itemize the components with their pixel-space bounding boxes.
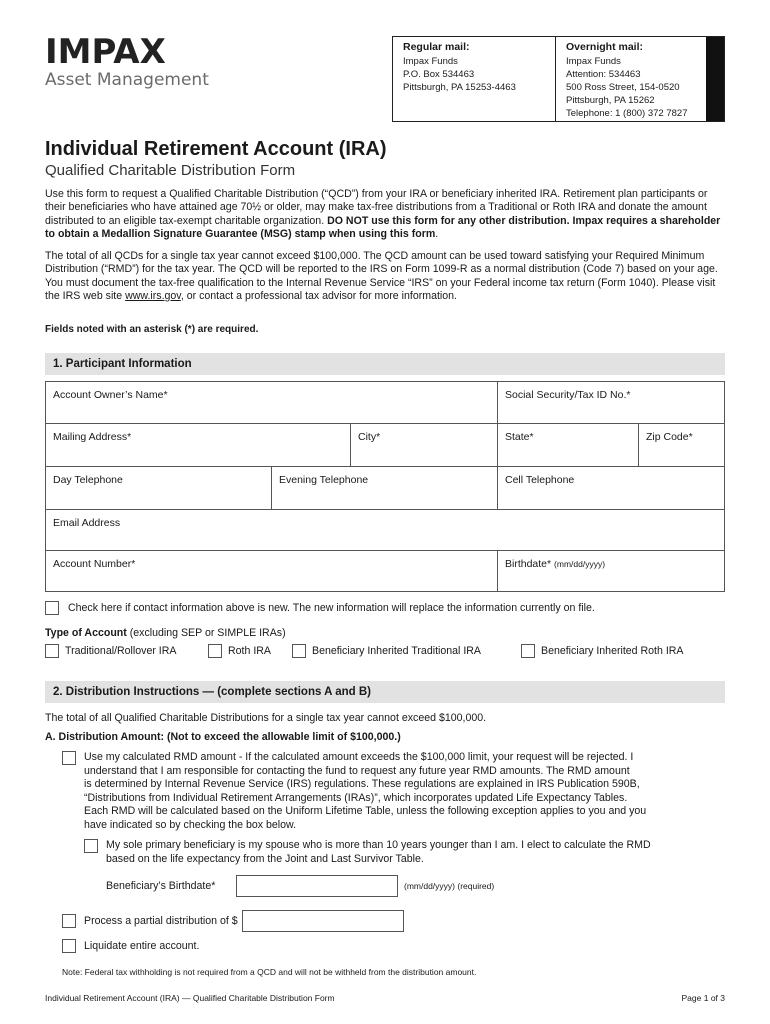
address-line: Pittsburgh, PA 15253-4463	[403, 82, 516, 93]
participant-info-grid	[45, 381, 725, 592]
field-label: State*	[505, 431, 534, 443]
date-format-hint: (mm/dd/yyyy)	[554, 559, 606, 569]
beneficiary-birthdate-input[interactable]	[236, 875, 398, 897]
partial-amount-input[interactable]	[242, 910, 404, 932]
partial-distribution-row	[62, 910, 404, 932]
overnight-mail-address	[556, 37, 724, 121]
account-type-option[interactable]	[208, 644, 271, 658]
option-label: Roth IRA	[228, 645, 271, 657]
address-line: Attention: 534463	[566, 69, 641, 80]
field-label: Day Telephone	[53, 474, 123, 486]
grid-row	[46, 551, 724, 592]
option-label: Traditional/Rollover IRA	[65, 645, 177, 657]
section-1-header: 1. Participant Information	[45, 353, 725, 375]
ssn-field[interactable]	[498, 382, 724, 423]
regular-mail-address	[393, 37, 556, 121]
address-line: Impax Funds	[566, 56, 621, 67]
account-type-heading	[45, 626, 286, 640]
address-line: Impax Funds	[403, 56, 458, 67]
date-format-hint: (mm/dd/yyyy) (required)	[404, 881, 495, 891]
form-subtitle: Qualified Charitable Distribution Form	[45, 162, 296, 179]
owner-name-field[interactable]	[46, 382, 498, 423]
distribution-amount-heading: A. Distribution Amount: (Not to exceed the allowable limit of $100,000.)	[45, 731, 401, 743]
field-label: Account Number*	[53, 558, 136, 570]
field-label: Mailing Address*	[53, 431, 132, 443]
account-type-note: (excluding SEP or SIMPLE IRAs)	[129, 627, 286, 639]
overnight-mail-heading: Overnight mail:	[566, 41, 644, 53]
account-number-field[interactable]	[46, 551, 498, 592]
text-line: is determined by Internal Revenue Service (IRS) regulations. These regulations are explained in IRS Publication 590B,	[84, 778, 640, 791]
text-line: Each RMD will be calculated based on the Uniform Lifetime Table, unless the following exception applies to you and you	[84, 805, 647, 818]
limit-text-end: , or contact a professional tax advisor for more information.	[180, 289, 457, 302]
grid-row	[46, 382, 724, 424]
field-label: Account Owner’s Name*	[53, 389, 168, 401]
footer-form-name: Individual Retirement Account (IRA) — Qualified Charitable Distribution Form	[45, 993, 335, 1003]
address-line: Telephone: 1 (800) 372 7827	[566, 108, 688, 119]
partial-distribution-label: Process a partial distribution of $	[84, 915, 238, 927]
withholding-note: Note: Federal tax withholding is not required from a QCD and will not be withheld from the distribution amount.	[62, 967, 477, 977]
page-number: Page 1 of 3	[681, 993, 725, 1003]
text-line: based on the life expectancy from the Joint and Last Survivor Table.	[106, 852, 424, 865]
field-label: Social Security/Tax ID No.*	[505, 389, 631, 401]
intro-end: .	[435, 227, 439, 240]
beneficiary-birthdate-row	[106, 875, 494, 897]
regular-mail-heading: Regular mail:	[403, 41, 470, 53]
address-line: P.O. Box 534463	[403, 69, 475, 80]
intro-text: Use this form to request a Qualified Charitable Distribution (“QCD”) from your IRA or beneficiary inherited IRA. Retirement plan participants or their beneficiaries who have attained age 70½ or older, may make tax-free distributions from a Traditional or Roth IRA and donate the amount distributed to an eligible tax-exempt charitable organization.	[45, 188, 708, 227]
email-field[interactable]	[46, 510, 724, 550]
checkbox[interactable]	[45, 644, 59, 658]
rmd-checkbox[interactable]	[62, 751, 76, 765]
intro-paragraph	[45, 188, 725, 241]
address-line: 500 Ross Street, 154-0520	[566, 82, 680, 93]
partial-distribution-checkbox[interactable]	[62, 914, 76, 928]
spouse-exception-checkbox[interactable]	[84, 839, 98, 853]
required-note: Fields noted with an asterisk (*) are required.	[45, 324, 259, 335]
field-label: Email Address	[53, 517, 121, 529]
text-line: Use my calculated RMD amount - If the calculated amount exceeds the $100,000 limit, your request will be rejected. I	[84, 751, 634, 763]
checkbox[interactable]	[208, 644, 222, 658]
irs-link[interactable]: www.irs.gov	[125, 289, 181, 302]
limit-text: The total of all QCDs for a single tax year cannot exceed $100,000. The QCD amount can be used toward satisfying your Required Minimum Distribution (“RMD”) for the tax year. The QCD will be reported to the IRS on Form 1099-R as a normal distribution (Code 7) based on your age. You must document the tax-free qualification to the Internal Revenue Service “IRS” on your Federal income tax return (Form 1040). Please visit the IRS web site	[45, 250, 718, 302]
new-info-row	[45, 601, 595, 615]
spouse-exception-text	[106, 839, 726, 866]
cell-phone-field[interactable]	[498, 467, 724, 509]
liquidate-checkbox[interactable]	[62, 939, 76, 953]
checkbox[interactable]	[521, 644, 535, 658]
account-type-option[interactable]	[45, 644, 176, 658]
logo-tagline: Asset Management	[45, 70, 209, 90]
account-type-option[interactable]	[292, 644, 481, 658]
evening-phone-field[interactable]	[272, 467, 498, 509]
account-type-label: Type of Account	[45, 627, 127, 639]
account-type-option[interactable]	[521, 644, 684, 658]
field-label: Zip Code*	[646, 431, 693, 443]
mailing-address-field[interactable]	[46, 424, 351, 466]
option-label: Beneficiary Inherited Roth IRA	[541, 645, 684, 657]
company-logo	[45, 32, 209, 90]
section-2-header: 2. Distribution Instructions — (complete sections A and B)	[45, 681, 725, 703]
zip-field[interactable]	[639, 424, 724, 466]
liquidate-label: Liquidate entire account.	[84, 940, 200, 952]
logo-wordmark: IMPAX	[45, 32, 166, 72]
grid-row	[46, 424, 724, 467]
liquidate-row	[62, 939, 199, 953]
text-line: have indicated so by checking the box below.	[84, 818, 297, 831]
new-info-label: Check here if contact information above is new. The new information will replace the information currently on file.	[68, 602, 595, 614]
grid-row	[46, 467, 724, 510]
city-field[interactable]	[351, 424, 498, 466]
distribution-limit-text: The total of all Qualified Charitable Distributions for a single tax year cannot exceed $100,000.	[45, 712, 487, 724]
field-label: Cell Telephone	[505, 474, 575, 486]
birthdate-field[interactable]	[498, 551, 724, 592]
new-info-checkbox[interactable]	[45, 601, 59, 615]
checkbox[interactable]	[292, 644, 306, 658]
field-label: Birthdate*	[505, 558, 552, 570]
limit-paragraph	[45, 250, 725, 303]
address-line: Pittsburgh, PA 15262	[566, 95, 655, 106]
field-label: City*	[358, 431, 381, 443]
text-line: “Distributions from Individual Retirement Arrangements (IRAs)”, which incorporates updated Life Expectancy Tables.	[84, 791, 628, 804]
grid-row	[46, 510, 724, 551]
option-label: Beneficiary Inherited Traditional IRA	[312, 645, 481, 657]
day-phone-field[interactable]	[46, 467, 272, 509]
text-line: understand that I am responsible for contacting the fund to request any future year RMD amounts. The RMD amount	[84, 764, 630, 777]
intro-warning: DO NOT use this form for any other distribution. Impax requires a shareholder to obtain a Medallion Signature Guarantee (MSG) stamp when using this form	[45, 214, 721, 240]
beneficiary-birthdate-label: Beneficiary’s Birthdate*	[106, 880, 216, 892]
rmd-option-text	[84, 751, 724, 833]
mailing-address-box	[392, 36, 725, 122]
text-line: My sole primary beneficiary is my spouse who is more than 10 years younger than I am. I elect to calculate the RMD	[106, 839, 651, 851]
field-label: Evening Telephone	[279, 474, 369, 486]
state-field[interactable]	[498, 424, 639, 466]
form-title: Individual Retirement Account (IRA)	[45, 138, 387, 160]
